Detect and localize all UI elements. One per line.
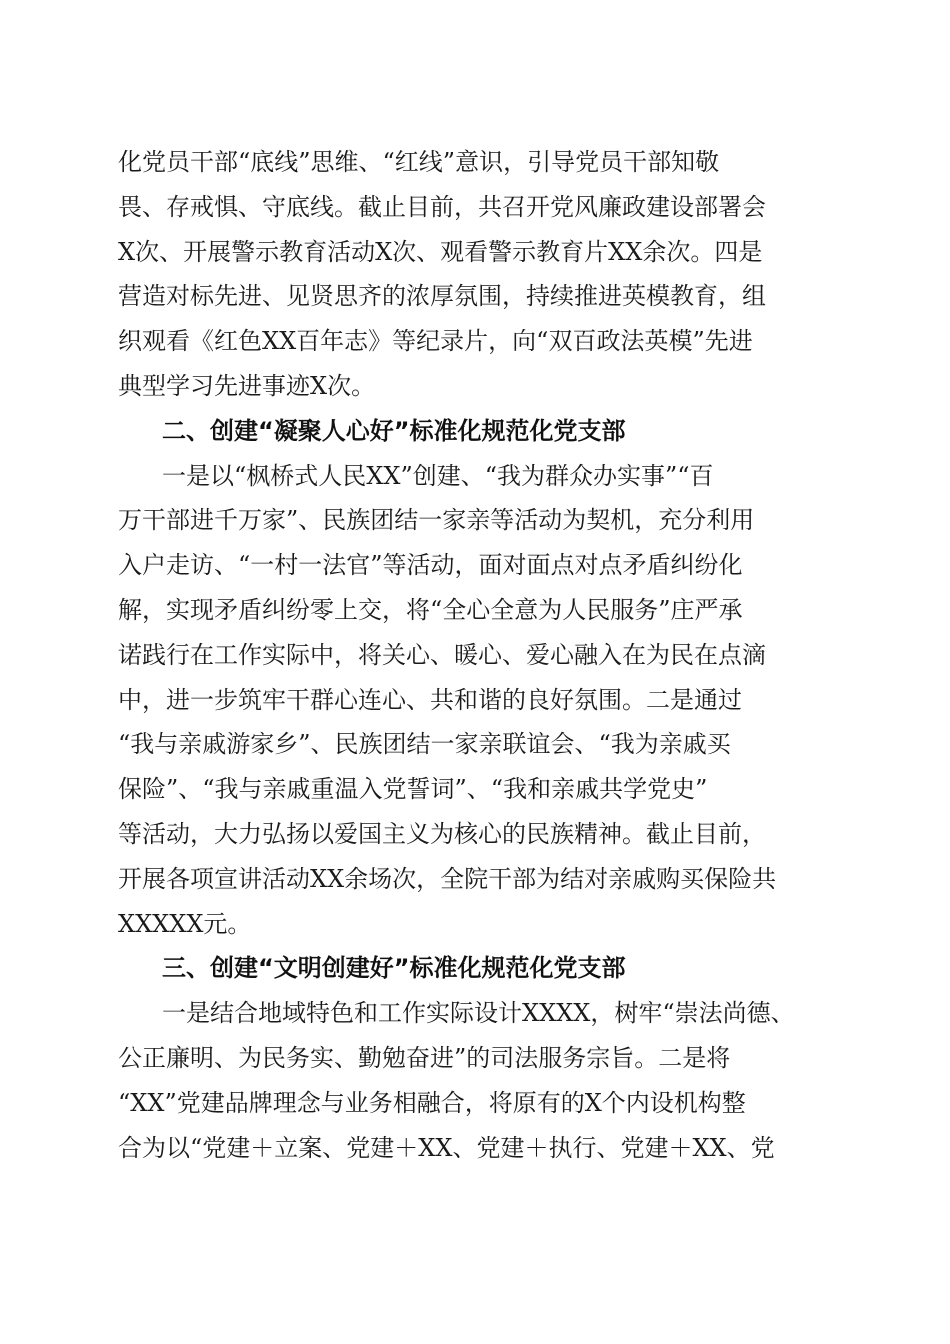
- document-body: [118, 140, 830, 1170]
- paragraph-section-2: 一是以“枫桥式人民XX”创建、“我为群众办实事”“百 万干部进千万家”、民族团结一家亲等活动为契机，充分利用 入户走访、“一村一法官”等活动，面对面点对点矛盾纠纷化 解，实现矛盾纠纷零上交，将“全心全意为人民服务”庄严承 诺践行在工作实际中，将关心、暖心、爱心融入在为民在点滴 中，进一步筑牢干群心连心、共和谐的良好氛围。二是通过 “我与亲戚游家乡”、民族团结一家亲联谊会、“我为亲戚买 保险”、“我与亲戚重温入党誓词”、“我和亲戚共学党史” 等活动，大力弘扬以爱国主义为核心的民族精神。截止目前， 开展各项宣讲活动XX余场次，全院干部为结对亲戚购买保险共 XXXXX元。: [118, 461, 777, 938]
- paragraph-continuation: 化党员干部“底线”思维、“红线”意识，引导党员干部知敬 畏、存戒惧、守底线。截止目前，共召开党风廉政建设部署会 X次、开展警示教育活动X次、观看警示教育片XX余次。四是 营造对标先进、见贤思齐的浓厚氛围，持续推进英模教育，组 织观看《红色XX百年志》等纪录片，向“双百政法英模”先进 典型学习先进事迹X次。: [118, 148, 766, 400]
- paragraph-section-3: 一是结合地域特色和工作实际设计XXXX，树牢“崇法尚德、 公正廉明、为民务实、勤勉奋进”的司法服务宗旨。二是将 “XX”党建品牌理念与业务相融合，将原有的X个内设机构整 合为以“党建＋立案、党建＋XX、党建＋执行、党建＋XX、党: [118, 999, 795, 1162]
- section-heading-2: 二、创建“凝聚人心好”标准化规范化党支部: [162, 416, 626, 445]
- section-heading-3: 三、创建“文明创建好”标准化规范化党支部: [162, 954, 626, 983]
